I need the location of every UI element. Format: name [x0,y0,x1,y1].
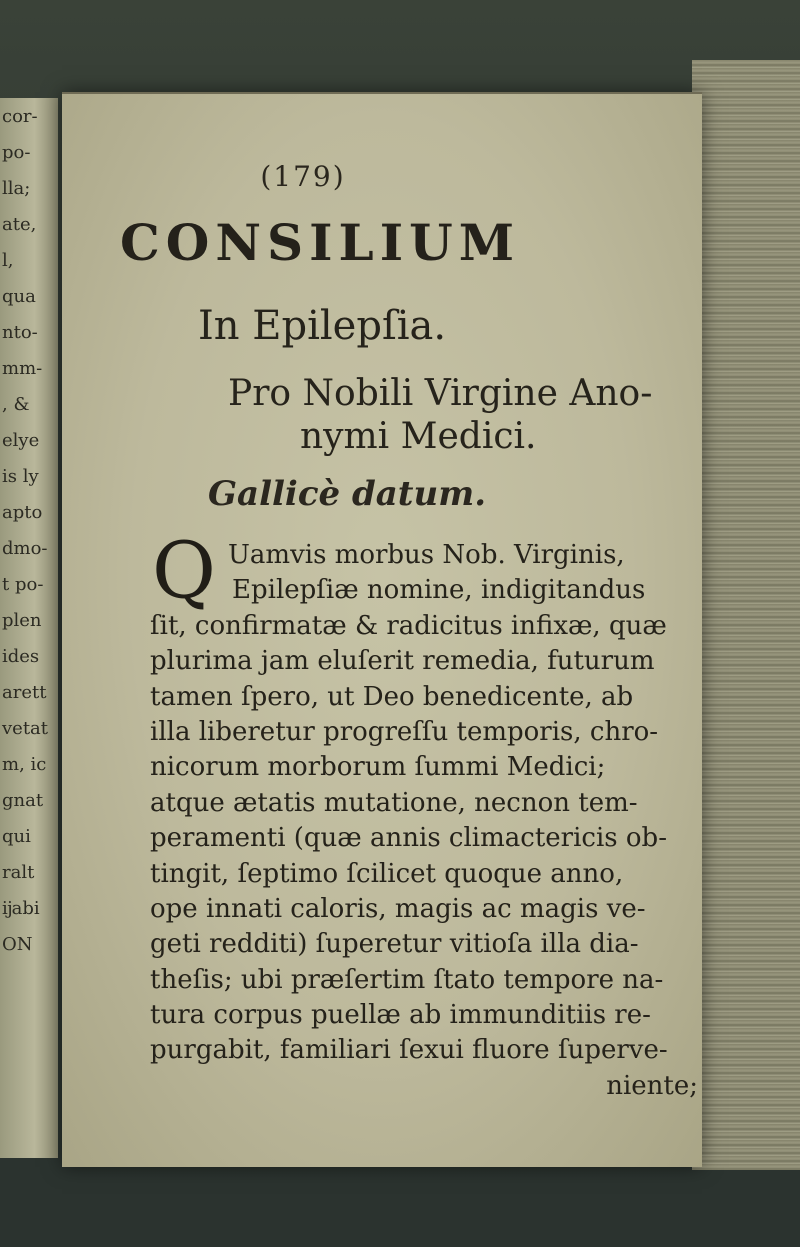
body-line: geti redditi) ſuperetur vitioſa illa dia- [150,929,639,960]
body-line: Epilepſiæ nomine, indigitandus [232,575,646,606]
page-title: CONSILIUM [120,213,521,272]
facing-page-fragment: ĳabi [2,898,40,919]
body-line: ope innati caloris, magis ac magis ve- [150,893,646,924]
body-line: ſit, confirmatæ & radicitus infixæ, quæ [150,610,667,641]
facing-page-fragment: lla; [2,178,31,199]
language-note: Gallicè datum. [208,474,487,514]
facing-page-fragment: dmo- [2,538,48,559]
facing-page-fragment: qui [2,826,31,847]
body-line: theſis; ubi præſertim ſtato tempore na- [150,964,664,995]
facing-page-fragment: apto [2,502,43,523]
drop-cap: Q [152,526,216,616]
facing-page-edge [0,98,58,1158]
body-line: plurima jam eluſerit remedia, futurum [150,646,655,677]
subtitle: In Epilepſia. [198,303,447,349]
recipient-line-2: nymi Medici. [300,416,537,458]
recipient-heading [228,372,698,458]
body-line: illa liberetur progreſſu temporis, chro- [150,716,659,747]
facing-page-fragment: t po- [2,574,44,595]
recipient-line-1: Pro Nobili Virgine Ano- [228,373,653,414]
facing-page-fragment: , & [2,394,30,415]
body-line: Uamvis morbus Nob. Virginis, [228,540,625,570]
body-line: peramenti (quæ annis climactericis ob- [150,823,667,854]
facing-page-fragment: gnat [2,790,44,811]
body-line: purgabit, familiari ſexui fluore ſuperve- [150,1035,668,1066]
facing-page-fragment: l, [2,250,14,271]
facing-page-fragment: vetat [2,718,49,739]
body-line: niente; [606,1070,698,1101]
facing-page-fragment: m, ic [2,754,47,775]
facing-page-fragment: ides [2,646,40,667]
facing-page-fragment: ate, [2,214,37,235]
facing-page-fragment: plen [2,610,42,631]
facing-page-fragment: elye [2,430,40,451]
facing-page-fragment: nto- [2,322,38,343]
body-text [150,538,710,1104]
page-number: (179) [260,160,346,193]
facing-page-fragment: po- [2,142,31,163]
facing-page-fragment: qua [2,286,36,307]
body-line: tura corpus puellæ ab immunditiis re- [150,1000,651,1031]
facing-page-fragment: cor- [2,106,38,127]
facing-page-fragment: mm- [2,358,43,379]
facing-page-fragment: is ly [2,466,39,487]
body-line: nicorum morborum ſummi Medici; [150,752,606,783]
facing-page-fragment: ON [2,934,33,955]
body-line: tamen ſpero, ut Deo benedicente, ab [150,681,634,712]
body-line: tingit, ſeptimo ſcilicet quoque anno, [150,858,624,889]
facing-page-fragment: ralt [2,862,35,883]
page-top-shadow [62,92,702,94]
facing-page-fragment: arett [2,682,47,703]
body-line: atque ætatis mutatione, necnon tem- [150,787,638,818]
